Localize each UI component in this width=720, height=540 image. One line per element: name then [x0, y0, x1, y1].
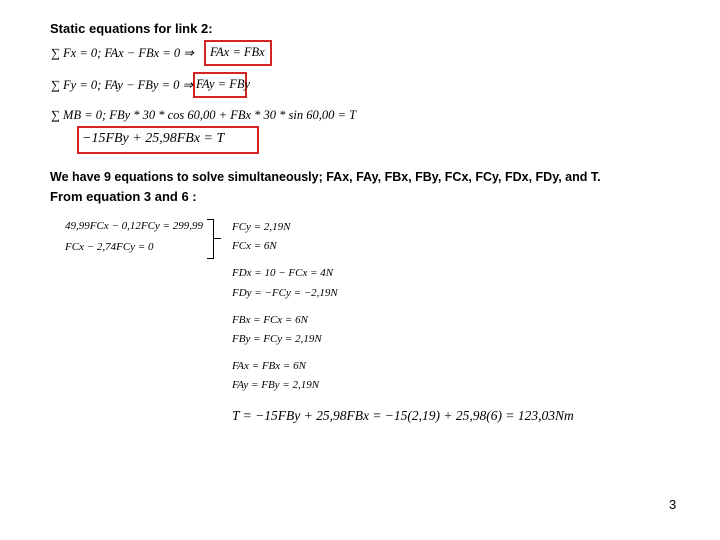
result-fdx: FDx = 10 − FCx = 4N	[232, 267, 334, 279]
system-brace	[207, 219, 214, 259]
sum-fy-equation: ∑ Fy = 0; FAy − FBy = 0 ⇒	[51, 78, 193, 92]
sum-mb-equation: ∑ MB = 0; FBy * 30 * cos 60,00 + FBx * 30 * sin 60,00 = T	[51, 108, 357, 122]
result-fby: FBy = FCy = 2,19N	[232, 333, 322, 345]
sum-fx-equation: ∑ Fx = 0; FAx − FBx = 0 ⇒	[51, 46, 194, 60]
from-equation-statement: From equation 3 and 6 :	[50, 189, 197, 204]
result-fbx: FBx = FCx = 6N	[232, 314, 308, 326]
result-fay: FAy = FBy = 2,19N	[232, 379, 320, 391]
unknowns-statement: We have 9 equations to solve simultaneously; FAx, FAy, FBx, FBy, FCx, FCy, FDx, FDy, and T.	[50, 170, 601, 184]
fx-boxed-result: FAx = FBx	[210, 45, 265, 59]
page-title: Static equations for link 2:	[50, 21, 213, 36]
system-equation-2: FCx − 2,74FCy = 0	[65, 241, 154, 253]
result-fdy: FDy = −FCy = −2,19N	[232, 287, 338, 299]
mb-boxed-result: −15FBy + 25,98FBx = T	[82, 131, 225, 146]
system-equation-1: 49,99FCx − 0,12FCy = 299,99	[65, 220, 203, 232]
result-fcy: FCy = 2,19N	[232, 221, 291, 233]
slide-number: 3	[669, 497, 677, 512]
brace-hook	[213, 238, 221, 239]
fy-boxed-result: FAy = FBy	[196, 77, 251, 91]
result-fax: FAx = FBx = 6N	[232, 360, 306, 372]
torque-result: T = −15FBy + 25,98FBx = −15(2,19) + 25,98(6) = 123,03Nm	[232, 408, 574, 423]
result-fcx: FCx = 6N	[232, 240, 277, 252]
